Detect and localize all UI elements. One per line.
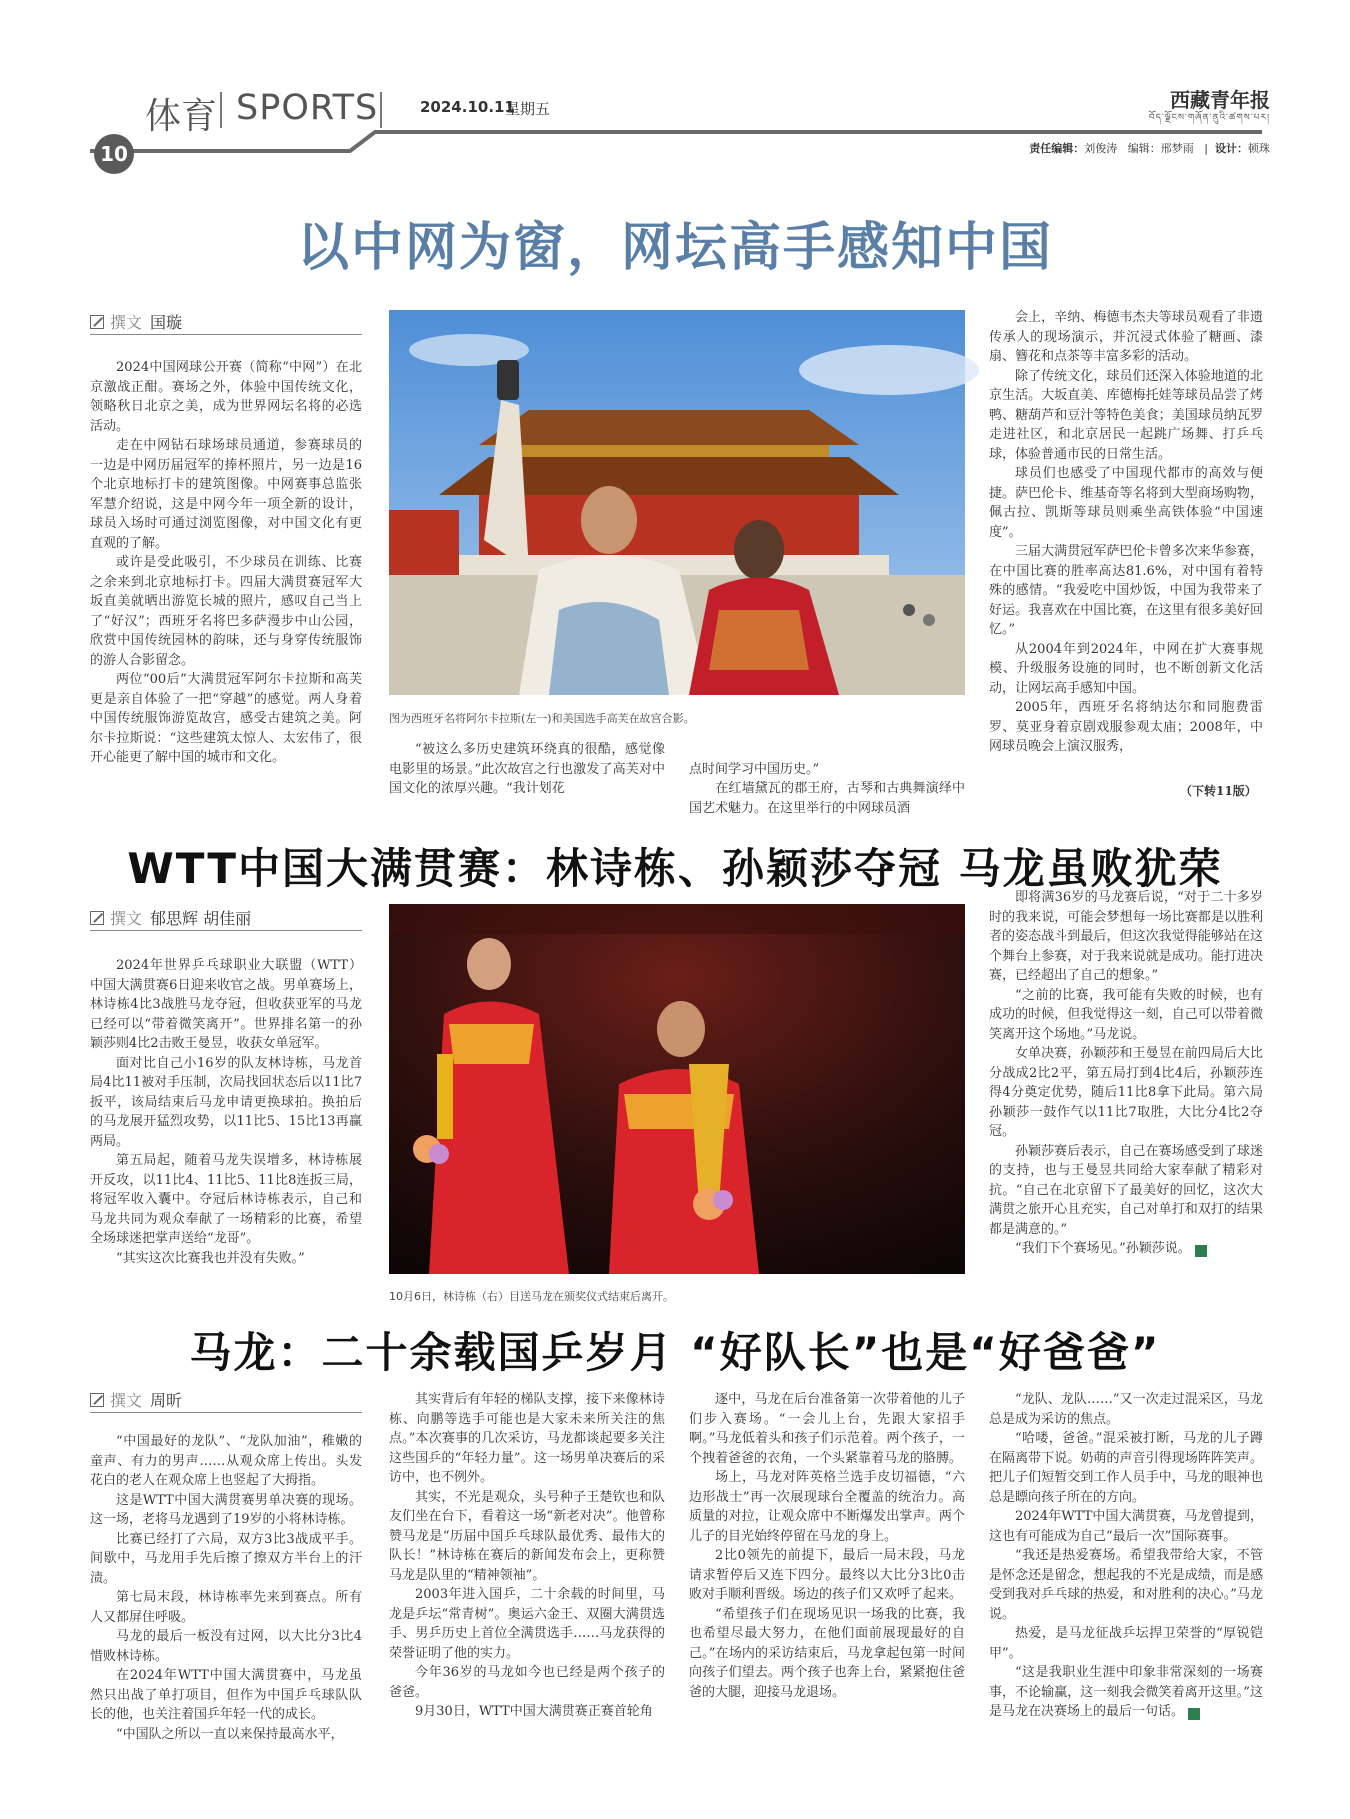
paragraph: 其实背后有年轻的梯队支撑，接下来像林诗栋、向鹏等选手可能也是大家未来所关注的焦点。”本次赛事的几次采访，马龙都谈起要多关注这些国乒的“年轻力量”。这一场男单决赛后的采访中，也不例外。 [389,1392,665,1485]
byline-author: 郁思辉 胡佳丽 [150,909,252,928]
section-title: 体育 [145,96,218,137]
paragraph: 逐中，马龙在后台准备第一次带着他的儿子们步入赛场。“一会儿上台，先跟大家招手啊。”马龙低着头和孩子们示范着。两个孩子，一个拽着爸爸的衣角，一个头紧靠着马龙的胳膊。 [689,1392,965,1466]
paragraph: 2005年，西班牙名将纳达尔和同胞费雷罗、莫亚身着京剧戏服参观太庙；2008年，中网球员晚会上演汉服秀， [989,700,1263,754]
article1-photo [389,310,965,695]
newspaper-name: 西藏青年报 [1170,88,1270,112]
article3-headline: 马龙：二十余载国乒岁月 “好队长”也是“好爸爸” [189,1328,1161,1377]
paragraph: 第五局起，随着马龙失误增多，林诗栋展开反攻，以11比4、11比5、11比8连扳三局，将冠军收入囊中。夺冠后林诗栋表示，自己和马龙共同为观众奉献了一场精彩的比赛，希望全场球迷把掌声送给“龙哥”。 [90,1153,362,1246]
article2-byline [90,906,251,929]
paragraph: “哈喽，爸爸。”混采被打断，马龙的儿子蹲在隔离带下说。奶萌的声音引得现场阵阵笑声。把儿子们短暂交到工作人员手中，马龙的眼神也总是瞟向孩子所在的方向。 [989,1431,1263,1505]
paragraph: 女单决赛，孙颖莎和王曼昱在前四局后大比分战成2比2平，第五局打到4比4后，孙颖莎连得4分奠定优势，随后11比8拿下此局。第六局孙颖莎一鼓作气以11比7取胜，大比分4比2夺冠。 [989,1046,1263,1139]
byline-label: 撰文 [110,313,143,332]
paragraph: 两位“00后”大满贯冠军阿尔卡拉斯和高芙更是亲自体验了一把“穿越”的感觉。两人身着中国传统服饰游览故宫，感受古建筑之美。阿尔卡拉斯说：“这些建筑太惊人、太宏伟了，很开心能更了解中国的城市和文化。 [90,672,362,765]
article3-byline [90,1388,182,1411]
article1-byline [90,310,182,333]
section-title-en: SPORTS [236,88,379,128]
tibetan-end-mark-icon: ✦ [1195,1245,1207,1257]
article3-column-1 [90,1432,362,1802]
designer-name: 顿珠 [1248,142,1270,155]
paragraph: 点时间学习中国历史。” 在红墙黛瓦的郡王府，古琴和古典舞演绎中国艺术魅力。在这里举行的中网球员酒 [689,761,965,816]
article3-column-3 [689,1390,965,1802]
paragraph: 2比0领先的前提下，最后一局末段，马龙请求暂停后又连下四分。最终以大比分3比0击败对手顺利晋级。场边的孩子们又欢呼了起来。 [689,1548,965,1602]
article2-column-1 [90,956,362,1306]
byline-pen-icon [90,315,104,329]
byline-author: 周昕 [150,1391,183,1410]
article2-photo [389,904,965,1274]
paragraph: 第七局末段，林诗栋率先来到赛点。所有人又都屏住呼吸。 [90,1590,362,1625]
byline-pen-icon [90,911,104,925]
editor-label: 编辑： [1127,142,1161,155]
article1-headline: 以中网为窗，网坛高手感知中国 [296,218,1053,278]
editor-name: 刘俊涛 [1084,142,1118,155]
paragraph: “这是我职业生涯中印象非常深刻的一场赛事，不论输赢，这一刻我会微笑着离开这里。”这是马龙在决赛场上的最后一句话。 ✦ [989,1665,1263,1719]
paragraph: 走在中网钻石球场球员通道，参赛球员的一边是中网历届冠军的捧杯照片，另一边是16个北京地标打卡的建筑图像。中网赛事总监张军慧介绍说，这是中网今年一项全新的设计，球员入场时可通过浏览图像，对中国文化有更直观的了解。 [90,438,362,551]
issue-date: 2024.10.11 [420,98,515,116]
issue-weekday: 星期五 [505,100,551,118]
editors-line: 责任编辑：刘俊涛 编辑：邢梦雨 | 设计：顿珠 [1029,142,1270,155]
article2-column-4 [989,888,1263,1318]
page-number: 10 [94,134,134,174]
paragraph: 2024年WTT中国大满贯赛，马龙曾提到，这也有可能成为自己“最后一次”国际赛事。 [989,1509,1263,1544]
paragraph: “龙队、龙队……”又一次走过混采区，马龙总是成为采访的焦点。 [989,1392,1263,1427]
paragraph: 在2024年WTT中国大满贯赛中，马龙虽然只出战了单打项目，但作为中国乒乓球队队长的他，也关注着国乒年轻一代的成长。 [90,1668,362,1722]
byline-rule [90,1412,362,1413]
paragraph: “其实这次比赛我也并没有失败。” [116,1250,305,1266]
byline-label: 撰文 [110,909,143,928]
paragraph: 三届大满贯冠军萨巴伦卡曾多次来华参赛，在中国比赛的胜率高达81.6%，对中国有着特殊的感情。“我爱吃中国炒饭，中国为我带来了好运。我喜欢在中国比赛，在这里有很多美好回忆。” [989,544,1263,637]
article1-column-1 [90,358,362,808]
paragraph: “之前的比赛，我可能有失败的时候，也有成功的时候，但我觉得这一刻，自己可以带着微笑离开这个场地。”马龙说。 [989,987,1263,1042]
paragraph: 这是WTT中国大满贯赛男单决赛的现场。这一场，老将马龙遇到了19岁的小将林诗栋。 [90,1492,362,1527]
article1-column-2 [389,740,665,800]
paragraph: “被这么多历史建筑环绕真的很酷，感觉像电影里的场景。”此次故宫之行也激发了高芙对中国文化的浓厚兴趣。“我计划花 [389,742,665,796]
paragraph: 从2004年到2024年，中网在扩大赛事规模、升级服务设施的同时，也不断创新文化活动，让网坛高手感知中国。 [989,641,1263,696]
designer-label: 设计： [1215,142,1248,155]
byline-author: 国璇 [150,313,183,332]
paragraph: 即将满36岁的马龙赛后说，“对于二十多岁时的我来说，可能会梦想每一场比赛都是以胜利者的姿态战斗到最后，但这次我觉得能够站在这个舞台上参赛，对于我来说就是成功。能打进决赛，已经超出了自己的想象。” [989,890,1263,983]
article1-column-3 [689,740,965,816]
byline-label: 撰文 [110,1391,143,1410]
paragraph: 马龙的最后一板没有过网，以大比分3比4惜败林诗栋。 [90,1629,362,1664]
byline-pen-icon [90,1393,104,1407]
paragraph: 9月30日，WTT中国大满贯赛正赛首轮角 [415,1704,653,1719]
article3-column-2 [389,1390,665,1802]
paragraph: 其实，不光是观众，头号种子王楚钦也和队友们坐在台下，看着这一场“新老对决”。他曾称赞马龙是“历届中国乒乓球队最优秀、最伟大的队长！”林诗栋在赛后的新闻发布会上，更称赞马龙是队里的“精神领袖”。 [389,1489,665,1583]
byline-rule [90,334,362,335]
paragraph: “希望孩子们在现场见识一场我的比赛，我也希望尽最大努力，在他们面前展现最好的自己。”在场内的采访结束后，马龙拿起包第一时间向孩子们望去。两个孩子也奔上台，紧紧抱住爸爸的大腿，迎接马龙退场。 [689,1606,965,1700]
tibetan-end-mark-icon: ✦ [1188,1708,1200,1720]
paragraph: 场上，马龙对阵英格兰选手皮切福德，“六边形战士”再一次展现球台全覆盖的统治力。高质量的对拉，让观众席中不断爆发出掌声。两个儿子的目光始终停留在马龙的身上。 [689,1470,965,1544]
paragraph: “中国最好的龙队”、“龙队加油”，稚嫩的童声、有力的男声……从观众席上传出。头发花白的老人在观众席上也竖起了大拇指。 [90,1434,362,1488]
paragraph: 除了传统文化，球员们还深入体验地道的北京生活。大坂直美、库德梅托娃等球员品尝了烤鸭、糖葫芦和豆汁等特色美食；美国球员纳瓦罗走进社区，和北京居民一起跳广场舞、打乒乓球，体验普通市民的日常生活。 [989,368,1263,462]
paragraph: 2003年进入国乒，二十余载的时间里，马龙是乒坛“常青树”。奥运六金王、双圈大满贯选手、男乒历史上首位全满贯选手……马龙获得的荣誉证明了他的实力。 [389,1587,665,1661]
editor-name: 邢梦雨 [1160,142,1194,155]
paragraph: 球员们也感受了中国现代都市的高效与便捷。萨巴伦卡、维基奇等名将到大型商场购物，佩古拉、凯斯等球员则乘坐高铁体验“中国速度”。 [989,466,1263,540]
article1-photo-caption: 图为西班牙名将阿尔卡拉斯(左一)和美国选手高芙在故宫合影。 [389,712,695,725]
paragraph: 比赛已经打了六局，双方3比3战成平手。间歇中，马龙用手先后擦了擦双方半台上的汗渍。 [90,1531,362,1586]
paragraph: “中国队之所以一直以来保持最高水平， [116,1726,344,1742]
byline-rule [90,930,362,931]
paragraph: 孙颖莎赛后表示，自己在赛场感受到了球迷的支持，也与王曼昱共同给大家奉献了精彩对抗。“自己在北京留下了最美好的回忆，这次大满贯之旅开心且充实，自己对单打和双打的结果都是满意的。” [989,1143,1263,1237]
paragraph: 会上，辛纳、梅德韦杰夫等球员观看了非遗传承人的现场演示，并沉浸式体验了糖画、漆扇、簪花和点茶等丰富多彩的活动。 [989,310,1263,364]
continued-note: （下转11版） [1180,784,1257,798]
paragraph: 热爱，是马龙征战乒坛捍卫荣誉的“厚锐铠甲”。 [989,1626,1263,1661]
paragraph: 今年36岁的马龙如今也已经是两个孩子的爸爸。 [389,1665,665,1700]
paragraph: “我还是热爱赛场。希望我带给大家，不管是怀念还是留念，想起我的不光是成绩，而是感受到我对乒乓球的热爱，和对胜利的决心。”马龙说。 [989,1548,1263,1622]
article2-headline: WTT中国大满贯赛：林诗栋、孙颖莎夺冠 马龙虽败犹荣 [127,844,1223,893]
article3-column-4 [989,1390,1263,1802]
article1-column-4 [989,308,1263,800]
paragraph: 或许是受此吸引，不少球员在训练、比赛之余来到北京地标打卡。四届大满贯赛冠军大坂直美就晒出游览长城的照片，感叹自己当上了“好汉”；西班牙名将巴多萨漫步中山公园，欣赏中国传统园林的韵味，还与身穿传统服饰的游人合影留念。 [90,555,362,668]
paragraph: “我们下个赛场见。”孙颖莎说。 ✦ [1015,1241,1229,1256]
article2-photo-caption: 10月6日，林诗栋（右）目送马龙在颁奖仪式结束后离开。 [389,1290,674,1303]
paragraph: 2024年世界乒乓球职业大联盟（WTT）中国大满贯赛6日迎来收官之战。男单赛场上，林诗栋4比3战胜马龙夺冠，但收获亚军的马龙已经可以“带着微笑离开”。世界排名第一的孙颖莎则4比2击败王曼昱，收获女单冠军。 [90,958,362,1051]
newspaper-subtitle: བོད་ལྗོངས་གཞོན་ནུའི་ཚགས་པར། [1148,113,1270,123]
paragraph: 面对比自己小16岁的队友林诗栋，马龙首局4比11被对手压制，次局找回状态后以11比7扳平，该局结束后马龙申请更换球拍。换拍后的马龙展开猛烈攻势，以11比5、15比13再赢两局。 [90,1055,362,1149]
paragraph: 2024中国网球公开赛（简称“中网”）在北京激战正酣。赛场之外，体验中国传统文化，领略秋日北京之美，成为世界网坛名将的必选活动。 [90,360,362,434]
editor-label: 责任编辑： [1029,142,1085,155]
